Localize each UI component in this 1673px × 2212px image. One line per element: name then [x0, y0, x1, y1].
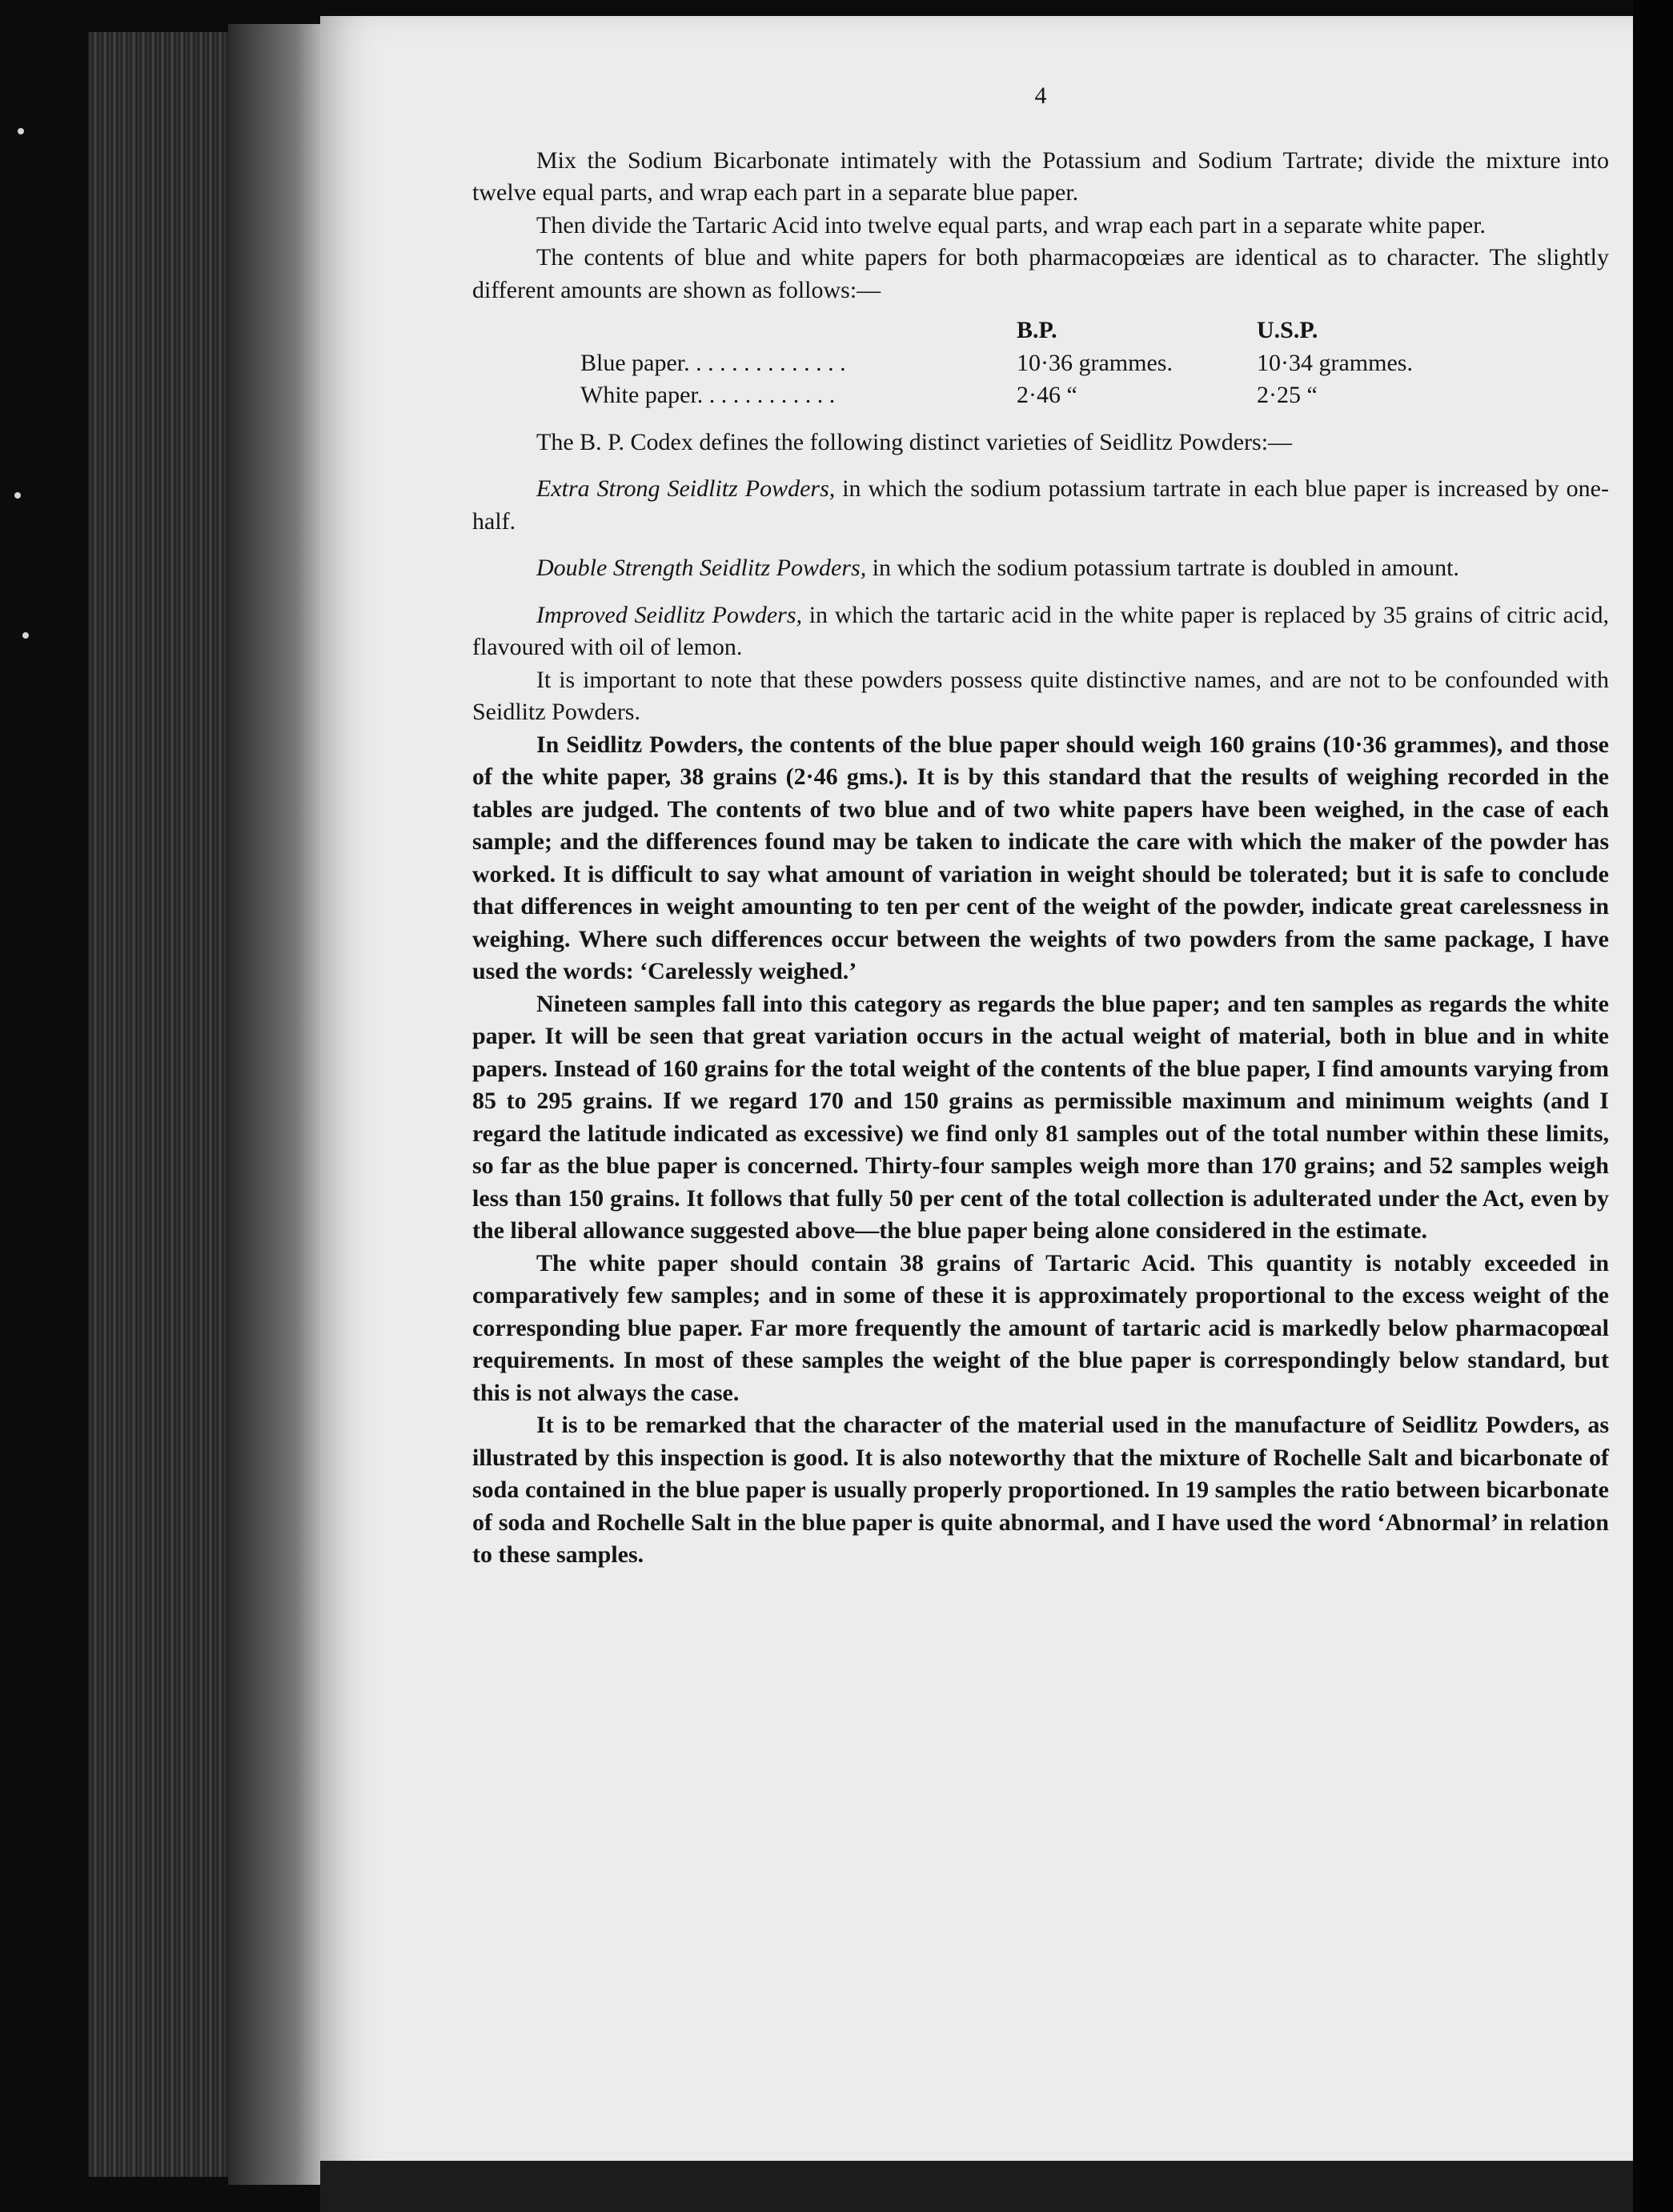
paragraph-white-paper: The white paper should contain 38 grains of Tartaric Acid. This quantity is notably exceeded in comparatively few samples; and in some of these it is approximately proportional to the excess weight of the corresponding blue paper. Far more frequently the amount of tartaric acid is markedly below pharmacopœal requirements. In most of these samples the weight of the blue paper is correspondingly below standard, but this is not always the case.	[472, 1249, 1609, 1406]
comparison-blank-header	[580, 315, 1017, 347]
column-header-usp: U.S.P.	[1257, 317, 1318, 343]
comparison-table	[580, 315, 1609, 412]
row-label-blue-paper: Blue paper. . . . . . . . . . . . . .	[580, 349, 846, 376]
row-blue-usp: 10·34 grammes.	[1257, 349, 1413, 376]
variety-name: Extra Strong Seidlitz Powders,	[536, 475, 836, 502]
scan-border-bottom	[320, 2161, 1633, 2212]
variety-text: in which the tartaric acid in the white paper is replaced by 35 grains of citric acid, flavoured with oil of lemon.	[472, 601, 1610, 660]
column-header-bp: B.P.	[1017, 317, 1057, 343]
row-white-usp: 2·25 “	[1257, 382, 1318, 408]
row-label-white-paper: White paper. . . . . . . . . . . .	[580, 382, 836, 408]
variety-extra-strong	[472, 473, 1609, 538]
scan-speck	[14, 492, 21, 499]
codex-intro: The B. P. Codex defines the following distinct varieties of Seidlitz Powders:—	[536, 428, 1293, 455]
row-blue-bp: 10·36 grammes.	[1017, 349, 1173, 376]
scan-border-right	[1633, 0, 1673, 2212]
page-content	[472, 80, 1609, 1572]
paragraph-mix: Mix the Sodium Bicarbonate intimately with the Potassium and Sodium Tartrate; divide the mixture into twelve equal parts, and wrap each part in a separate blue paper.	[472, 146, 1609, 206]
paragraph-contents: The contents of blue and white papers for both pharmacopœiæs are identical as to character. The slightly different amounts are shown as follows:—	[472, 244, 1609, 303]
scan-speck	[18, 128, 24, 134]
paragraph-divide: Then divide the Tartaric Acid into twelve equal parts, and wrap each part in a separate white paper.	[536, 211, 1486, 238]
gutter-shadow	[228, 24, 324, 2185]
variety-name: Double Strength Seidlitz Powders,	[536, 555, 867, 581]
variety-name: Improved Seidlitz Powders,	[536, 601, 803, 628]
variety-text: in which the sodium potassium tartrate is doubled in amount.	[866, 555, 1459, 581]
paragraph-character: It is to be remarked that the character of the material used in the manufacture of Seidlitz Powders, as illustrated by this inspection is good. It is also noteworthy that the mixture of Rochelle Salt and bicarbonate of soda contained in the blue paper is usually properly proportioned. In 19 samples the ratio between bicarbonate of soda and Rochelle Salt in the blue paper is quite abnormal, and I have used the word ‘Abnormal’ in relation to these samples.	[472, 1412, 1609, 1568]
page-number: 4	[1034, 82, 1047, 109]
variety-improved	[472, 599, 1609, 664]
row-white-bp: 2·46 “	[1017, 382, 1077, 408]
scan-speck	[22, 632, 29, 639]
paragraph-standard-weights: In Seidlitz Powders, the contents of the blue paper should weigh 160 grains (10·36 grammes), and those of the white paper, 38 grains (2·46 gms.). It is by this standard that the results of weighing recorded in the tables are judged. The contents of two blue and of two white papers have been weighed, in the case of each sample; and the differences found may be taken to indicate the care with which the maker of the powder has worked. It is difficult to say what amount of variation in weight should be tolerated; but it is safe to conclude that differences in weight amounting to ten per cent of the weight of the powder, indicate great carelessness in weighing. Where such differences occur between the weights of two powders from the same package, I have used the words: ‘Carelessly weighed.’	[472, 731, 1609, 984]
paragraph-distinctive-names: It is important to note that these powders possess quite distinctive names, and are not to be confounded with Seidlitz Powders.	[472, 666, 1609, 725]
variety-double-strength	[472, 552, 1609, 585]
paragraph-variation: Nineteen samples fall into this category as regards the blue paper; and ten samples as regards the white paper. It will be seen that great variation occurs in the actual weight of material, both in blue and in white papers. Instead of 160 grains for the total weight of the contents of the blue paper, I find amounts varying from 85 to 295 grains. If we regard 170 and 150 grains as permissible maximum and minimum weights (and I regard the latitude indicated as excessive) we find only 81 samples out of the total number within these limits, so far as the blue paper is concerned. Thirty-four samples weigh more than 170 grains; and 52 samples weigh less than 150 grains. It follows that fully 50 per cent of the total collection is adulterated under the Act, even by the liberal allowance suggested above—the blue paper being alone considered in the estimate.	[472, 990, 1609, 1244]
variety-text: in which the sodium potassium tartrate in each blue paper is increased by one-half.	[472, 475, 1609, 535]
